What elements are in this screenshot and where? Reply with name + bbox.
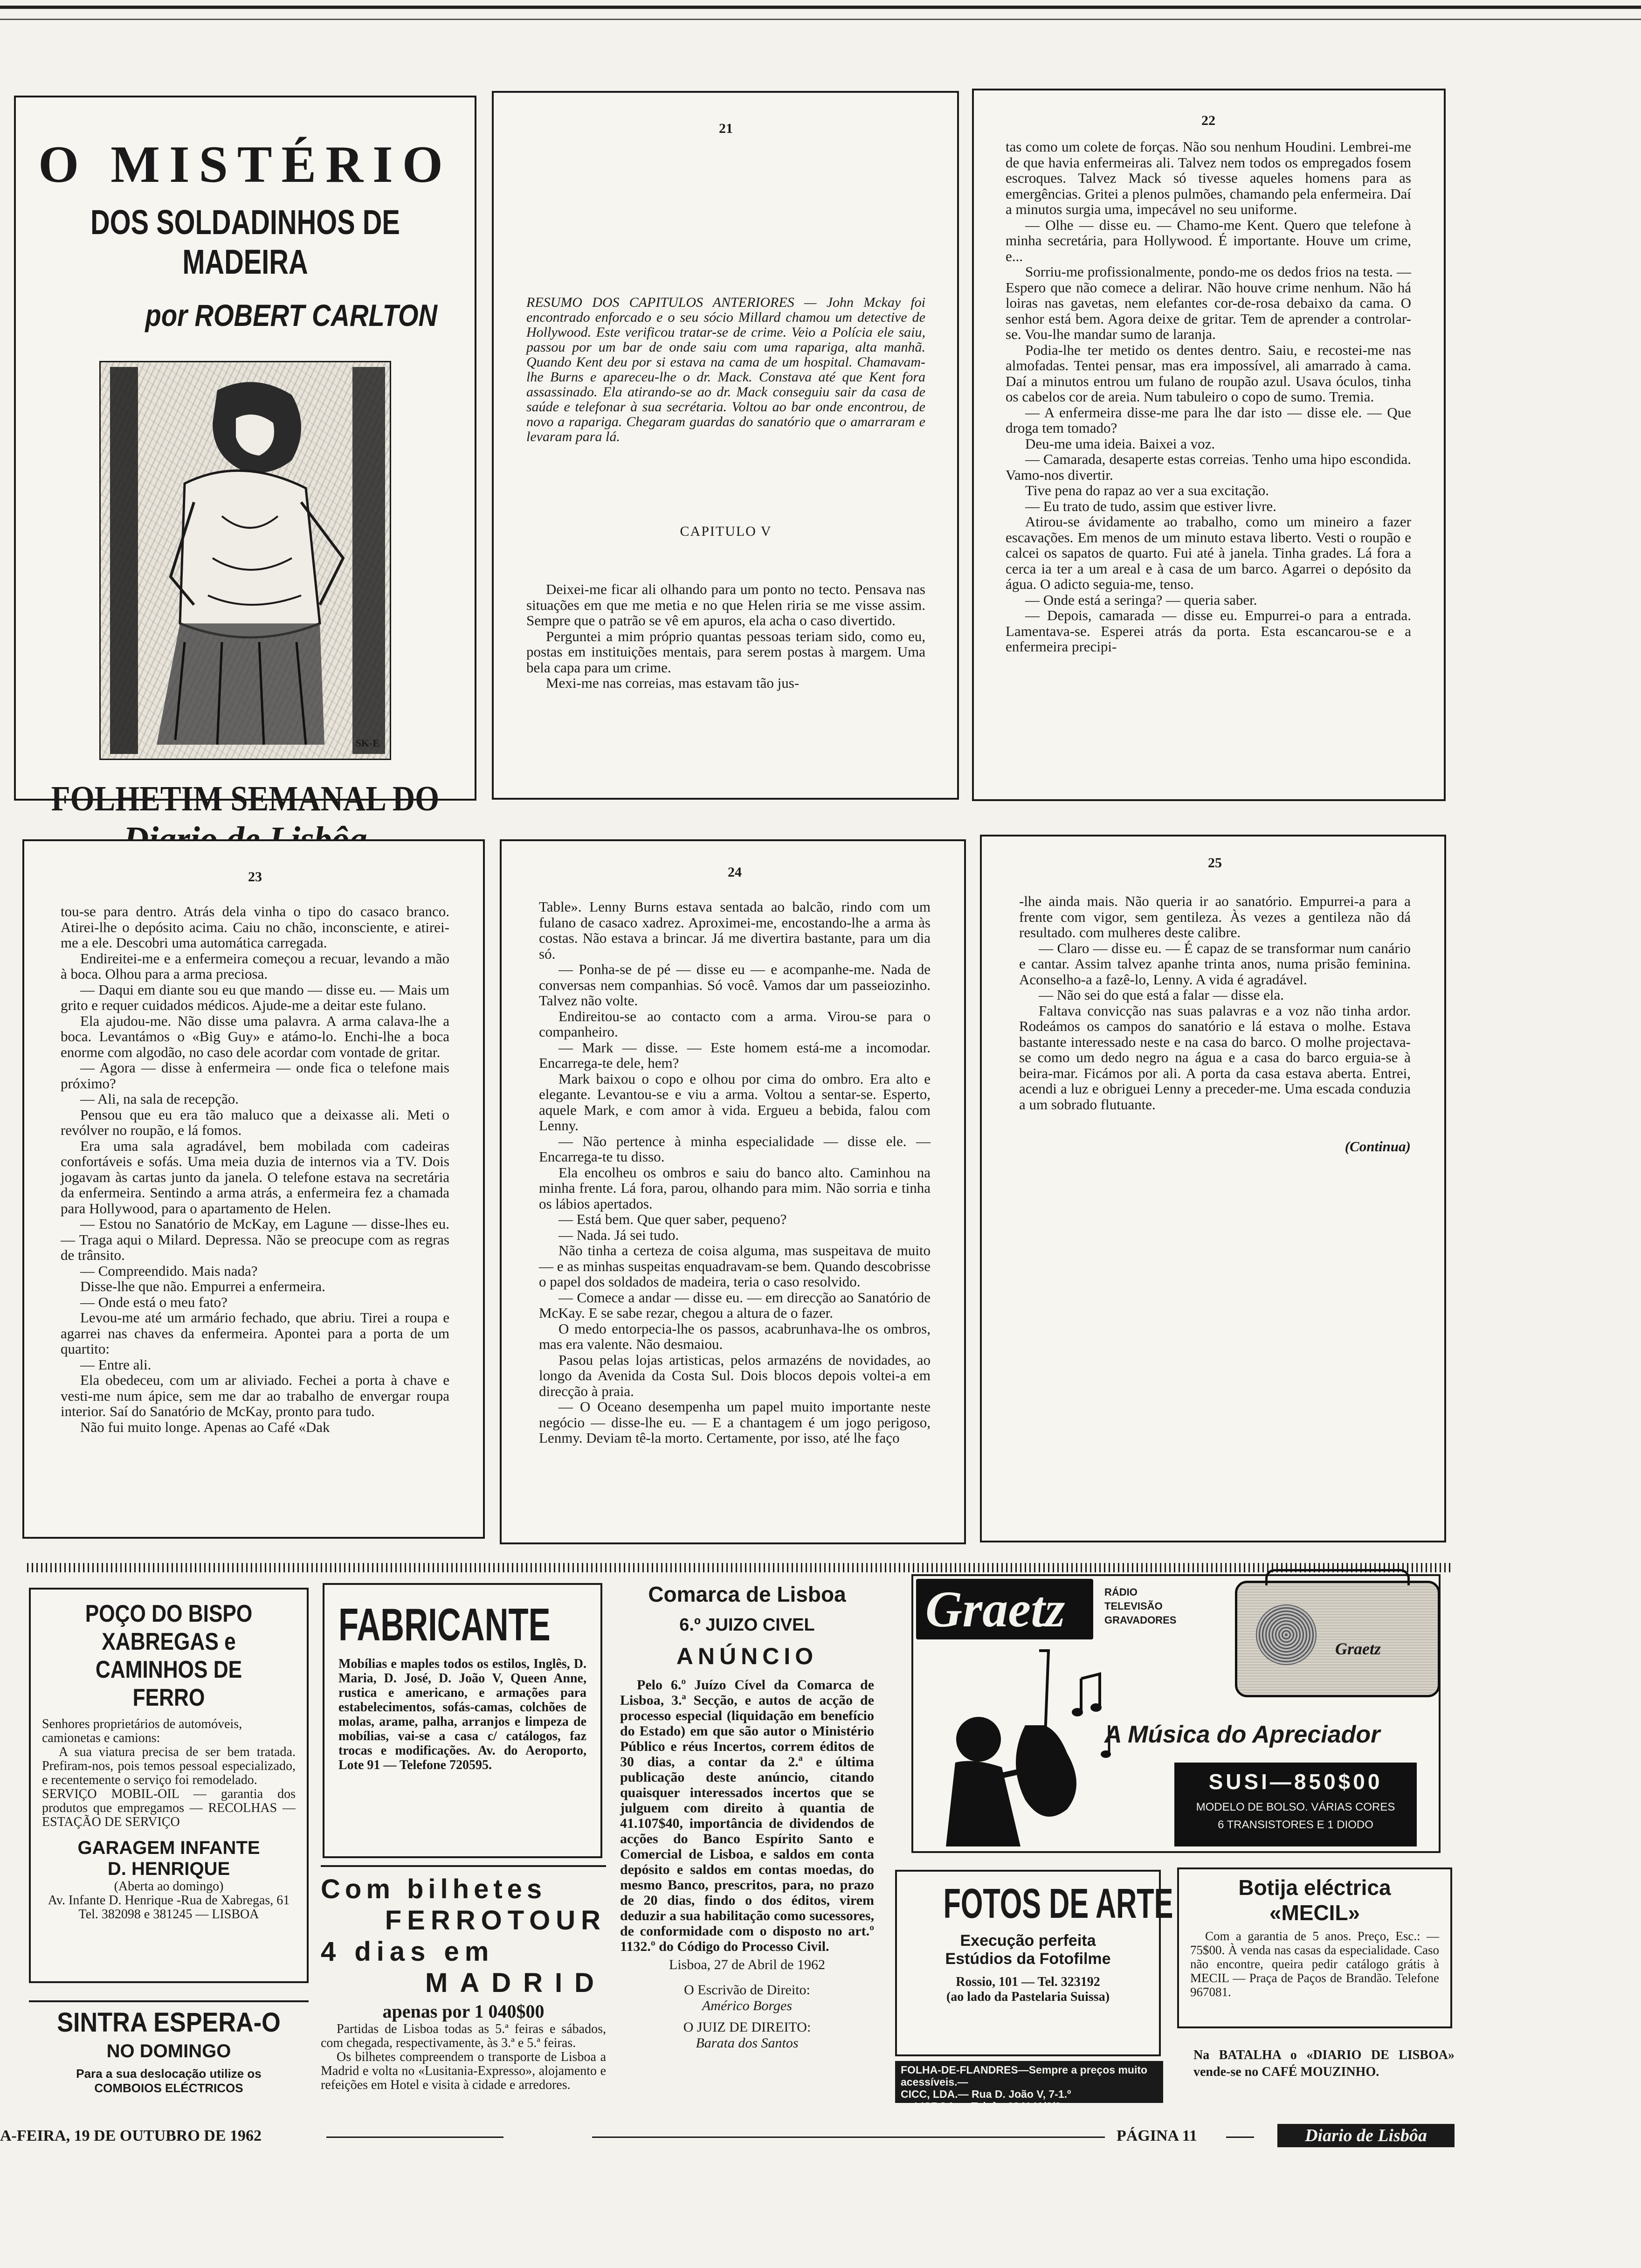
ad-text: Na BATALHA o «DIARIO DE LISBOA» vende-se no CAFÉ MOUZINHO. [1193,2048,1455,2079]
musician-illustration [927,1651,1123,1846]
paragraph: Podia-lhe ter metido os dentes dentro. Saiu, e recostei-me nas almofadas. Tentei pensar, mas era impossível, ali amarrado à cama. Daí a minutos entrou um fulano de roupão azul. Usava óculos, tinha os cabelos cor de areia. Num tabuleiro o copo de sumo. Tremia. [1006,341,1411,405]
ad-title: FABRICANTE [338,1599,551,1650]
ad-service: SERVIÇO MOBIL-OIL — garantia dos produtos que empregamos — RECOLHAS — ESTAÇÃO DE SERVIÇO [42,1787,296,1829]
booklet-page-23 [22,839,485,1539]
paragraph: — Onde está a seringa? — queria saber. [1025,591,1257,608]
paragraph: Deu-me uma ideia. Baixei a voz. [1025,435,1215,452]
booklet-page-24 [500,839,966,1544]
ad-body: Pelo 6.º Juízo Cível da Comarca de Lisboa, 3.ª Secção, e autos de acção de processo especial (liquidação em benefício do Estado) em que são autor o Ministério Público e réus Incertos, correm éditos de 30 dias, a contar da 2.ª e última publicação deste anúncio, citando quaisquer interessados incertos que se julguem com direito à quantia de 41.107$40, importância de dividendos de acções do Banco Espírito Santo e Comercial de Lisboa, e saldos em conta depósito e saldos em contas moedas, do mesmo Banco, prescritos, para, no prazo de 20 dias, findo o dos éditos, virem deduzir a sua habilitação como sucessores, de conformidade com o disposto no art.º 1132.º do Código do Processo Civil. [620,1677,874,1954]
paragraph: Ela encolheu os ombros e saiu do banco alto. Caminhou na minha frente. Lá fora, parou, olhando para mim. Não sorria e tinha os lábios apertados. [539,1164,931,1212]
paragraph: tas como um colete de forças. Não sou nenhum Houdini. Lembrei-me de que havia enfermeiras ali. Talvez nem todos os empregados fosem escroques. Talvez Mack só tivesse aqueles homens para as emergências. Gritei a plenos pulmões, chamando pela enfermeira. Daí a minutos surgia uma, impecável no seu uniforme. [1006,138,1411,217]
page-number: 23 [248,869,262,885]
title-line1: O MISTÉRIO [38,136,452,194]
ad-poco-do-bispo [29,1588,309,1983]
ad-intro: Senhores proprietários de automóveis, camionetas e camions: [42,1717,242,1745]
ad-body: Partidas de Lisboa todas as 5.ª feiras e sábados, com chegada, respectivamente, às 3.ª e 5.ª feiras. [321,2022,606,2050]
paragraph: — Mark — disse. — Este homem está-me a incomodar. Encarrega-te dele, hem? [539,1039,931,1071]
graetz-logo-band [916,1579,1093,1639]
author: por ROBERT CARLTON [145,298,437,332]
graetz-line2: 6 TRANSISTORES E 1 DIODO [1218,1819,1373,1831]
chapter-heading: CAPITULO V [680,524,772,539]
ad-open: (Aberta ao domingo) [114,1879,224,1894]
page-number: 24 [728,864,742,880]
graetz-radio-image [1235,1581,1440,1697]
paragraph: — Não sei do que está a falar — disse ela. [1039,987,1284,1003]
ad-sintra [29,2000,309,2103]
ad-sub: Estúdios da Fotofilme [945,1950,1111,1968]
footer-rule-mid [592,2137,1105,2138]
ad-botija-mecil [1177,1867,1452,2028]
page-number: 22 [1201,113,1215,128]
ad-line: — LISBOA — Telefs. 684141/2/3. [901,2100,1064,2112]
booklet-page-25 [980,835,1446,1542]
ad-title: «MECIL» [1269,1901,1360,1925]
chapter-summary: RESUMO DOS CAPITULOS ANTERIORES — John Mckay foi encontrado enforcado e o seu sócio Millard chamou um detective de Hollywood. Este verificou tratar-se de crime. Veio a Polícia ele saiu, passou por um bar de onde saiu com uma rapariga, alta manhã. Quando Kent deu por si estava na cama de um hospital. Chamavam-lhe Burns e apareceu-lhe o dr. Mack. Constava até que Kent fora assassinado. Ela atirando-se ao dr. Mack conseguiu sair da casa de saúde e telefonar à sua secrétaria. Voltou ao bar onde encontrou, de novo a rapariga. Chegaram guardas do sanatório que o amarraram e levaram para lá. [526,295,925,444]
radio-dial: Graetz [1335,1639,1381,1658]
paragraph: — Agora — disse à enfermeira — onde fica o telefone mais próximo? [61,1059,449,1092]
ad-escrivao-name: Américo Borges [702,1998,792,2013]
paragraph: Pasou pelas lojas artisticas, pelos armazéns de novidades, ao longo da Avenida da Costa Sul. Dois blocos depois voltei-a em direcção à praia. [539,1351,931,1399]
graetz-slogan: A Música do Apreciador [1104,1721,1380,1748]
paragraph: — Depois, camarada — disse eu. Empurrei-o para a entrada. Lamentava-se. Esperei atrás da porta. Esta escancarou-se e a enfermeira precipi- [1006,607,1411,655]
text-column [539,899,931,1446]
paragraph: Faltava convicção nas suas palavras e a voz não tinha ardor. Rodeámos os campos do sanatório e lá estava o molhe. Estava bastante interessado neste e na casa do barco. O molhe projectava-se como um dedo negro na água e a casa do barco erguia-se à beira-mar. Ficámos por ali. A porta da casa estava aberta. Entrei, acendi a luz e obriguei Lenny a preceder-me. Uma escada conduzia a um sobrado flutuante. [1019,1002,1411,1113]
paragraph: Levou-me até um armário fechado, que abriu. Tirei a roupa e agarrei nas chaves da enfermeira. Apontei para a porta de um quartito: [61,1309,449,1357]
ad-address: Av. Infante D. Henrique -Rua de Xabregas, 61 [48,1893,290,1908]
graetz-logo: Graetz [925,1581,1065,1638]
ad-sub: Execução perfeita [960,1932,1096,1950]
graetz-model-band [1174,1763,1417,1846]
category-tv: TELEVISÃO [1104,1600,1163,1612]
paragraph: Era uma sala agradável, bem mobilada com cadeiras confortáveis e sofás. Uma meia duzia de internos via a TV. Dois jogavam às cartas junto da janela. O telefone estava na secretária da enfermeira. Sentindo a arma atrás, a enfermeira fez a chamada para Hollywood, para o apartamento de Helen. [61,1137,449,1217]
paragraph: — Estou no Sanatório de McKay, em Lagune — disse-lhes eu. — Traga aqui o Milard. Depressa. Não se preocupe com as regras de trânsito. [61,1216,449,1263]
text-column [1006,139,1411,655]
ad-anuncio: ANÚNCIO [676,1643,818,1669]
section-divider [27,1563,1454,1572]
ad-price: apenas por 1 040$00 [382,2001,545,2022]
category-radio: RÁDIO [1104,1586,1138,1598]
paragraph: Tive pena do rapaz ao ver a sua excitação. [1025,482,1269,498]
graetz-line1: MODELO DE BOLSO. VÁRIAS CORES [1196,1801,1395,1813]
ad-folha-de-flandres [895,2061,1163,2112]
folhetim-label: FOLHETIM SEMANAL DO [51,779,440,818]
footer-page-number: PÁGINA 11 [1117,2127,1197,2144]
top-rule [0,6,1641,9]
ad-escrivao-title: O Escrivão de Direito: [684,1982,810,1998]
ad-fabricante [323,1583,602,1858]
paragraph: — Não pertence à minha especialidade — disse ele. — Encarrega-te tu disso. [539,1133,931,1165]
paragraph: Perguntei a mim próprio quantas pessoas teriam sido, como eu, postas em instituições mentais, para serem postas à margem. Uma bela capa para um crime. [526,628,925,676]
ad-address: Rossio, 101 — Tel. 323192 [956,1975,1100,1989]
booklet-page-21 [492,91,959,800]
paragraph: — Olhe — disse eu. — Chamo-me Kent. Quero que telefone à minha secretária, para Hollywood. É importante. Houve um crime, e... [1006,216,1411,264]
paragraph: Table». Lenny Burns estava sentada ao balcão, rindo com um fulano de casaco xadrez. Aproximei-me, encostando-lhe a arma às costas. Não estava a brincar. Já me divertira bastante, para um dia só. [539,899,931,962]
booklet-page-22 [972,89,1446,801]
ad-garage: GARAGEM INFANTE [77,1838,260,1858]
paragraph: Disse-lhe que não. Empurrei a enfermeira. [80,1278,325,1294]
ad-graetz [911,1574,1441,1853]
paragraph: Mark baixou o copo e olhou por cima do ombro. Era alto e elegante. Levantou-se e viu a arma. Voltou a sentar-se. Esperto, aquele Mark, e com amor à vida. Ergueu a bebida, falou com Lenny. [539,1070,931,1134]
ad-tel: Tel. 382098 e 381245 — LISBOA [78,1907,259,1922]
ad-line: FOLHA-DE-FLANDRES—Sempre a preços muito acessíveis.— [901,2064,1148,2088]
paragraph: — A enfermeira disse-me para lhe dar isto — disse ele. — Que droga tem tomado? [1006,404,1411,436]
ad-line: FERROTOUR [385,1905,606,1936]
ad-juiz-name: Barata dos Santos [696,2035,799,2051]
paragraph: Endireitei-me e a enfermeira começou a recuar, levando a mão à boca. Olhou para a arma preciosa. [61,950,449,982]
radio-speaker-icon [1256,1604,1317,1665]
continua-label: (Continua) [1345,1138,1411,1155]
ad-body: Com a garantia de 5 anos. Preço, Esc.: — 75$00. À venda nas casas da especialidade. Caso não encontre, queira pedir catálogo grátis à MECIL — Praça de Paços de Brandão. Telefone 967081. [1190,1929,1439,1999]
paragraph: Sorriu-me profissionalmente, pondo-me os dedos frios na testa. — Espero que não comece a delirar. Não houve crime nenhum. Não há loiras nas gavetas, nem elefantes cor-de-rosa debaixo da cama. O senhor está bem. Agora deixe de gritar. Tem de aprender a controlar-se. Vou-lhe mandar sumo de laranja. [1006,263,1411,342]
paragraph: — Ali, na sala de recepção. [80,1091,239,1107]
paragraph: — Entre ali. [80,1356,152,1373]
text-column [1019,893,1411,1112]
page-number: 25 [1208,855,1222,871]
paragraph: — Compreendido. Mais nada? [80,1262,258,1279]
ad-ferrotour [321,1865,606,2108]
footer-date: A-FEIRA, 19 DE OUTUBRO DE 1962 [0,2127,262,2144]
ad-address: (ao lado da Pastelaria Suissa) [946,1990,1110,2004]
footer-masthead [1277,2124,1455,2147]
ad-date: Lisboa, 27 de Abril de 1962 [669,1957,825,1972]
paragraph: — Onde está o meu fato? [80,1293,228,1310]
title-line2: DOS SOLDADINHOS DE MADEIRA [90,203,400,281]
ad-title: SINTRA ESPERA-O [57,2007,281,2038]
paragraph: Atirou-se ávidamente ao trabalho, como um mineiro a fazer escavações. Em menos de um minuto estava liberto. Vesti o roupão e calcei os sapatos de quarto. Fui até à janela. Tinha grades. Lá fora a cerca ia ter a um areal e à casa de um barco. Agarrei o depósito da água. O adicto seguia-me, tenso. [1006,513,1411,592]
paragraph: — Ponha-se de pé — disse eu — e acompanhe-me. Nada de conversas nem companhias. Só você. Vamos dar um passeiozinho. Talvez não volte. [539,961,931,1009]
paragraph: — Claro — disse eu. — É capaz de se transformar num canário e cantar. Assim talvez apanhe trinta anos, numa prisão feminina. Aconselho-a a fazê-lo, Lenny. A vida é agradável. [1019,940,1411,988]
ad-title: CAMINHOS DE FERRO [95,1656,242,1711]
ad-title: FOTOS DE ARTE [943,1881,1173,1927]
paragraph: tou-se para dentro. Atrás dela vinha o tipo do casaco branco. Atirei-lhe o depósito acima. Caiu no chão, inconsciente, e atirei-me a ele. Descobri uma automática carregada. [61,903,449,951]
page-number: 21 [719,121,733,136]
paragraph: Mexi-me nas correias, mas estavam tão jus- [546,675,800,691]
paragraph: — O Oceano desempenha um papel muito importante neste negócio — disse-lhe eu. — E a chantagem é um jogo perigoso, Lenmy. Deviam tê-la morto. Certamente, por isso, até lhe faço [539,1398,931,1446]
ad-garage: D. HENRIQUE [107,1859,230,1879]
text-column [526,581,925,691]
ad-fotos-de-arte [895,1870,1173,2056]
category-recorders: GRAVADORES [1104,1614,1177,1626]
paragraph: Ela obedeceu, com um ar aliviado. Fechei a porta à chave e vesti-me num ápice, sem me dar ao trabalho de envergar roupa interior. Saí do Sanatório de McKay, pronto para tudo. [61,1372,449,1419]
masthead-text: Diario de Lisbôa [1305,2126,1427,2145]
paragraph: O medo entorpecia-lhe os passos, acabrunhava-lhe os ombros, mas era valente. Não desmaiou. [539,1320,931,1352]
graetz-categories [1104,1585,1176,1627]
ad-comarca-lisboa [615,1576,879,2108]
illustration-signature: SK-E [355,737,379,749]
serial-title-box [14,96,476,818]
paragraph: — Daqui em diante sou eu que mando — disse eu. — Mais um grito e requer cuidados médicos. Ajude-me a deitar este fulano. [61,981,449,1013]
paragraph: — Camarada, desaperte estas correias. Tenho uma hipo escondida. Vamo-nos divertir. [1006,451,1411,483]
ad-body: A sua viatura precisa de ser bem tratada. Prefiram-nos, pois temos pessoal especializado, e recentemente o serviço foi remodelado. [42,1745,296,1787]
ad-body: Mobílias e maples todos os estilos, Inglês, D. Maria, D. José, D. João V, Queen Anne, rustica e americano, e armações para estabelecimentos, sofás-camas, colchões de molas, arame, palha, arranjos e limpeza de mobílias, vai-se a casa c/ catálogos, faz trocas e modificações. Av. do Aeroporto, Lote 91 — Telefone 720595. [338,1657,586,1772]
paragraph: Pensou que eu era tão maluco que a deixasse ali. Meti o revólver no roupão, e lá fomos. [61,1106,449,1138]
paragraph: Não tinha a certeza de coisa alguma, mas suspeitava de muito — e as minhas suspeitas enquadravam-se bem. Quando descobrisse o papel dos soldados de madeira, teria o caso resolvido. [539,1242,931,1290]
ad-title: POÇO DO BISPO [85,1600,253,1627]
footer-rule-left [326,2137,503,2138]
text-column [61,904,449,1435]
paragraph: — Está bem. Que quer saber, pequeno? [558,1211,787,1227]
paragraph: Não fui muito longe. Apenas ao Café «Dak [80,1418,330,1435]
ad-line: Com bilhetes [321,1874,547,1904]
ad-batalha [1193,2047,1455,2098]
ad-juizo: 6.º JUIZO CIVEL [679,1615,815,1635]
paragraph: Deixei-me ficar ali olhando para um ponto no tecto. Pensava nas situações em que me metia e no que Helen riria se me visse assim. Sempre que o patrão se vê em apuros, ela acha o caso divertido. [526,581,925,629]
paragraph: -lhe ainda mais. Não queria ir ao sanatório. Empurrei-a para a frente com vigor, sem gentileza. Às vezes a gentileza não dá resultado. com mulheres deste calibre. [1019,893,1411,940]
paragraph: — Nada. Já sei tudo. [558,1226,679,1243]
ad-body: Para a sua deslocação utilize os COMBOIOS ELÉCTRICOS [76,2067,262,2095]
graetz-model: SUSI—850$00 [1208,1770,1383,1794]
cover-illustration [99,361,391,760]
paragraph: Ela ajudou-me. Não disse uma palavra. A arma calava-lhe a boca. Levantámos o «Big Guy» e atámo-lo. Enchi-lhe a boca enorme com algodão, no caso dele acordar com vontade de gritar. [61,1012,449,1060]
paragraph: — Eu trato de tudo, assim que estiver livre. [1025,498,1276,514]
paragraph: — Comece a andar — disse eu. — em direcção ao Sanatório de McKay. E se sabe rezar, chegou a altura de o fazer. [539,1289,931,1321]
ad-line: 4 dias em [321,1936,495,1967]
ad-title: Botija eléctrica [1238,1875,1391,1900]
footer-rule-right [1226,2137,1254,2138]
ad-juiz-title: O JUIZ DE DIREITO: [683,2019,811,2035]
ad-line: MADRID [425,1968,606,1998]
radio-handle-icon [1265,1569,1410,1585]
ad-line: CICC, LDA.— Rua D. João V, 7-1.º [901,2088,1071,2100]
ad-title: Comarca de Lisboa [648,1582,846,1606]
paragraph: Endireitou-se ao contacto com a arma. Virou-se para o companheiro. [539,1008,931,1040]
ad-sub: NO DOMINGO [106,2041,231,2061]
ad-title: XABREGAS e [102,1628,236,1655]
top-rule-thin [0,19,1641,20]
ad-body: Os bilhetes compreendem o transporte de Lisboa a Madrid e volta no «Lusitania-Expresso», alojamento e refeições em Hotel e visita à cidade e arredores. [321,2050,606,2092]
